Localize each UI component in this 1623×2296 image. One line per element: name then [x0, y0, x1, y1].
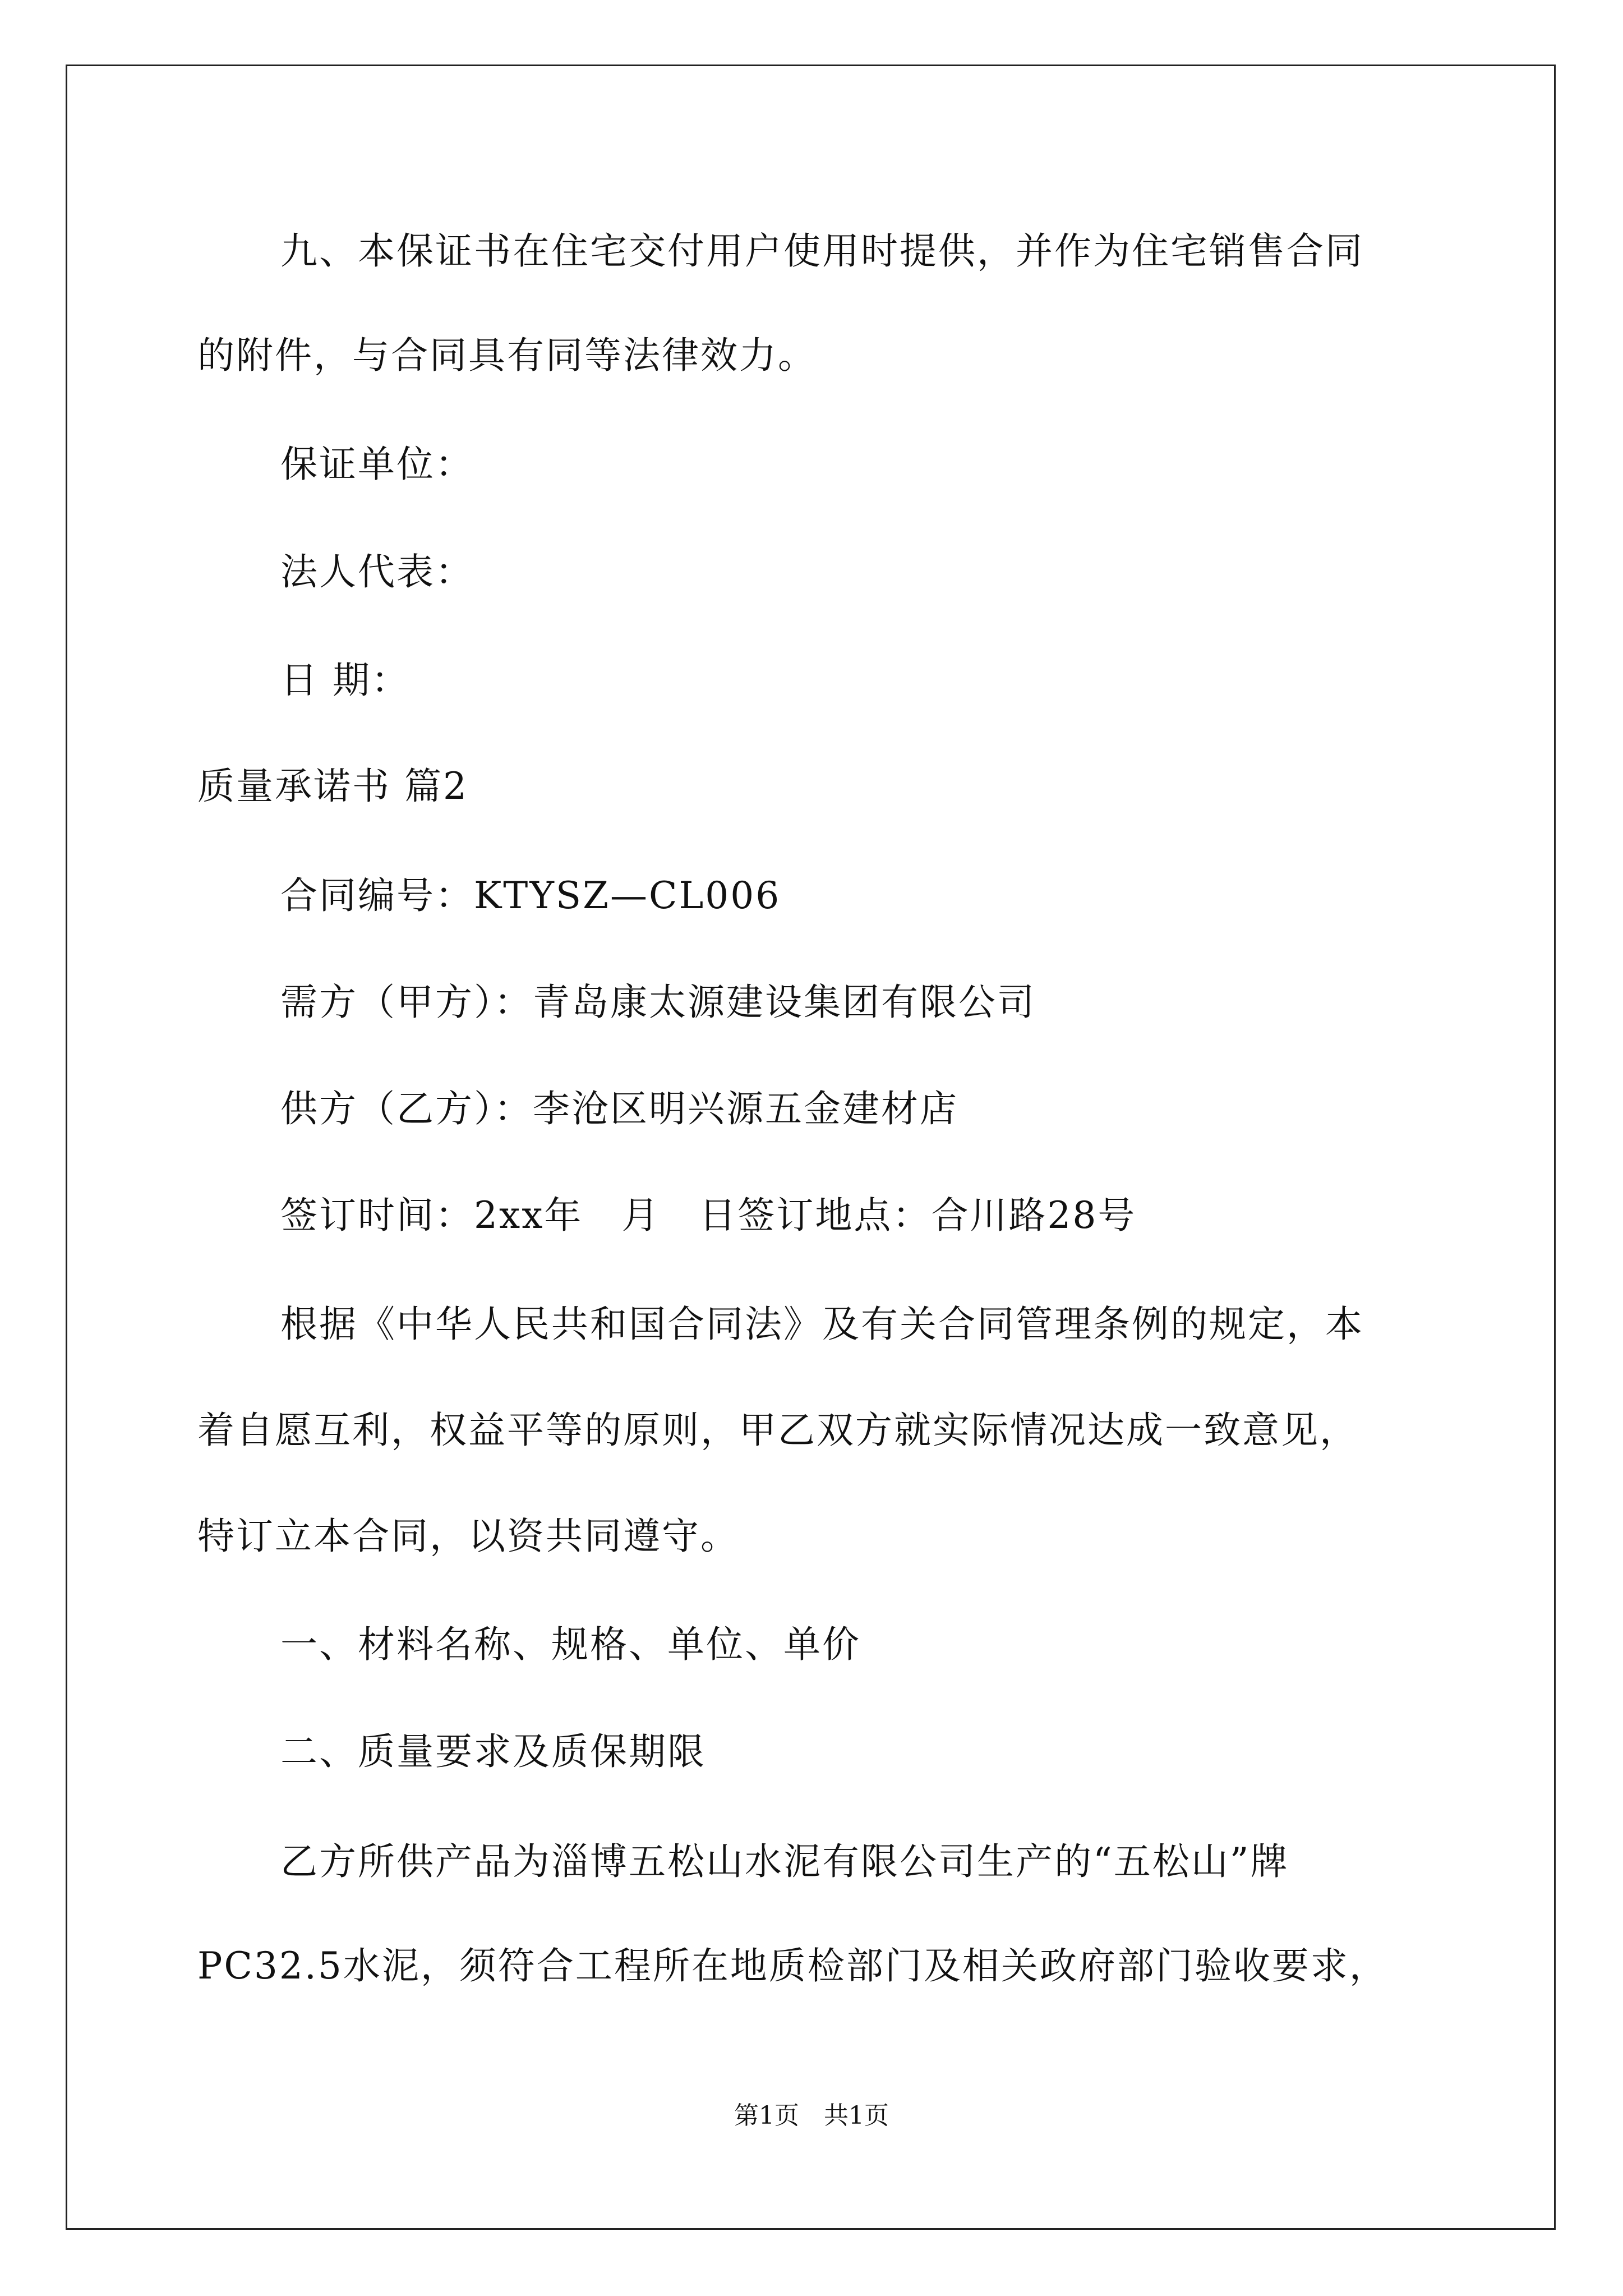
paragraph-line: PC32.5水泥，须符合工程所在地质检部门及相关政府部门验收要求， — [197, 1944, 1388, 1987]
paragraph-line: 的附件，与合同具有同等法律效力。 — [197, 334, 817, 377]
paragraph-line: 着自愿互利，权益平等的原则，甲乙双方就实际情况达成一致意见， — [197, 1409, 1358, 1452]
signing-info: 签订时间：2xx年 月 日签订地点：合川路28号 — [280, 1194, 1137, 1237]
paragraph-line: 特订立本合同，以资共同遵守。 — [197, 1515, 739, 1558]
legal-representative-label: 法人代表： — [280, 550, 474, 593]
clause-heading: 一、材料名称、规格、单位、单价 — [280, 1623, 861, 1666]
page-border — [66, 65, 1556, 2230]
buyer-party: 需方（甲方）：青岛康太源建设集团有限公司 — [280, 981, 1036, 1024]
clause-heading: 二、质量要求及质保期限 — [280, 1730, 706, 1773]
date-label: 日 期： — [280, 659, 410, 702]
paragraph-line: 乙方所供产品为淄博五松山水泥有限公司生产的“五松山”牌 — [280, 1840, 1289, 1883]
section-heading: 质量承诺书 篇2 — [197, 765, 468, 808]
paragraph-line: 九、本保证书在住宅交付用户使用时提供，并作为住宅销售合同 — [280, 229, 1364, 273]
paragraph-line: 根据《中华人民共和国合同法》及有关合同管理条例的规定，本 — [280, 1303, 1364, 1346]
supplier-party: 供方（乙方）：李沧区明兴源五金建材店 — [280, 1087, 958, 1130]
contract-number: 合同编号：KTYSZ—CL006 — [280, 874, 781, 917]
page-footer: 第1页 共1页 — [734, 2101, 889, 2130]
guarantor-label: 保证单位： — [280, 443, 474, 486]
